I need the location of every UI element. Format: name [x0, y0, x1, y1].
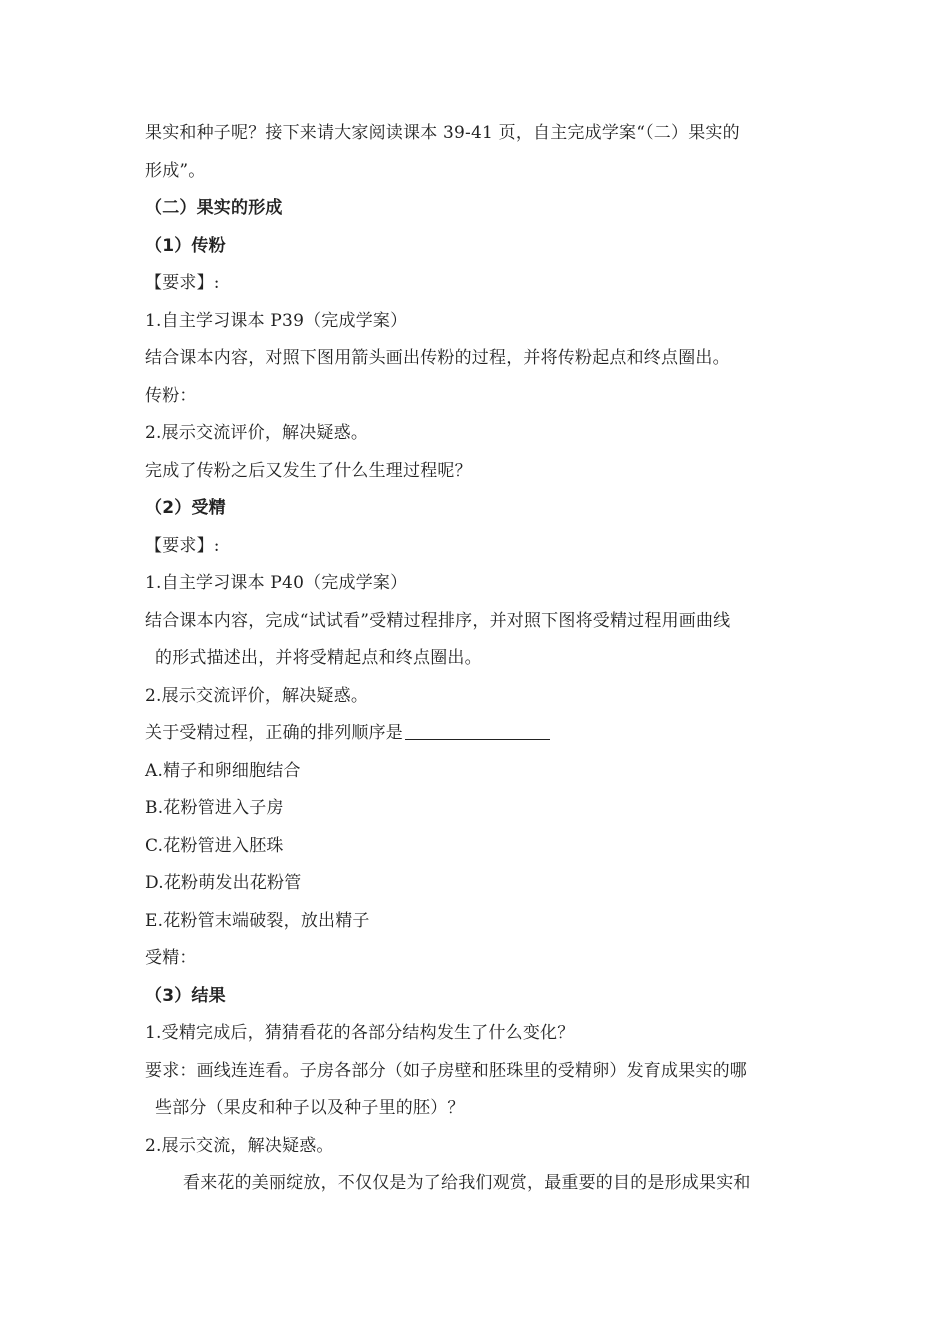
question-text: 关于受精过程，正确的排列顺序是: [145, 723, 403, 743]
section-heading: （二）果实的形成: [145, 198, 283, 218]
paragraph-line: 果实和种子呢？接下来请大家阅读课本 39-41 页，自主完成学案“（二）果实的: [145, 123, 740, 143]
document-body: [145, 115, 810, 1203]
list-item: 1.自主学习课本 P39（完成学案）: [145, 310, 408, 331]
paragraph-line: 结合课本内容，对照下图用箭头画出传粉的过程，并将传粉起点和终点圈出。: [145, 348, 730, 368]
paragraph-line: 形成”。: [145, 160, 206, 181]
field-label-pollination: 传粉：: [145, 385, 197, 406]
question-line: [145, 715, 810, 753]
list-item: 2.展示交流评价，解决疑惑。: [145, 423, 369, 443]
paragraph-line: 要求：画线连连看。子房各部分（如子房壁和胚珠里的受精卵）发育成果实的哪: [145, 1060, 747, 1081]
paragraph-line: 看来花的美丽绽放，不仅仅是为了给我们观赏，最重要的目的是形成果实和: [183, 1173, 751, 1193]
list-item: 1.自主学习课本 P40（完成学案）: [145, 573, 408, 593]
list-item: 2.展示交流，解决疑惑。: [145, 1135, 334, 1156]
option-a: A.精子和卵细胞结合: [145, 760, 301, 781]
field-label-fertilization: 受精：: [145, 948, 197, 968]
paragraph-line: 些部分（果皮和种子以及种子里的胚）？: [155, 1098, 465, 1118]
answer-blank[interactable]: [405, 738, 550, 740]
option-b: B.花粉管进入子房: [145, 798, 284, 818]
paragraph-line: 的形式描述出，并将受精起点和终点圈出。: [155, 648, 482, 668]
paragraph-line: 完成了传粉之后又发生了什么生理过程呢？: [145, 460, 472, 481]
requirement-label: 【要求】:: [145, 273, 220, 293]
requirement-label: 【要求】:: [145, 535, 220, 556]
paragraph-line: 结合课本内容，完成“试试看”受精过程排序，并对照下图将受精过程用画曲线: [145, 610, 731, 631]
option-e: E.花粉管末端破裂，放出精子: [145, 910, 370, 931]
list-item: 2.展示交流评价，解决疑惑。: [145, 685, 369, 706]
subsection-heading-fertilization: （2）受精: [145, 498, 226, 518]
subsection-heading-result: （3）结果: [145, 985, 226, 1006]
list-item: 1.受精完成后，猜猜看花的各部分结构发生了什么变化？: [145, 1023, 575, 1043]
subsection-heading-pollination: （1）传粉: [145, 235, 226, 256]
option-d: D.花粉萌发出花粉管: [145, 873, 302, 893]
option-c: C.花粉管进入胚珠: [145, 835, 284, 856]
